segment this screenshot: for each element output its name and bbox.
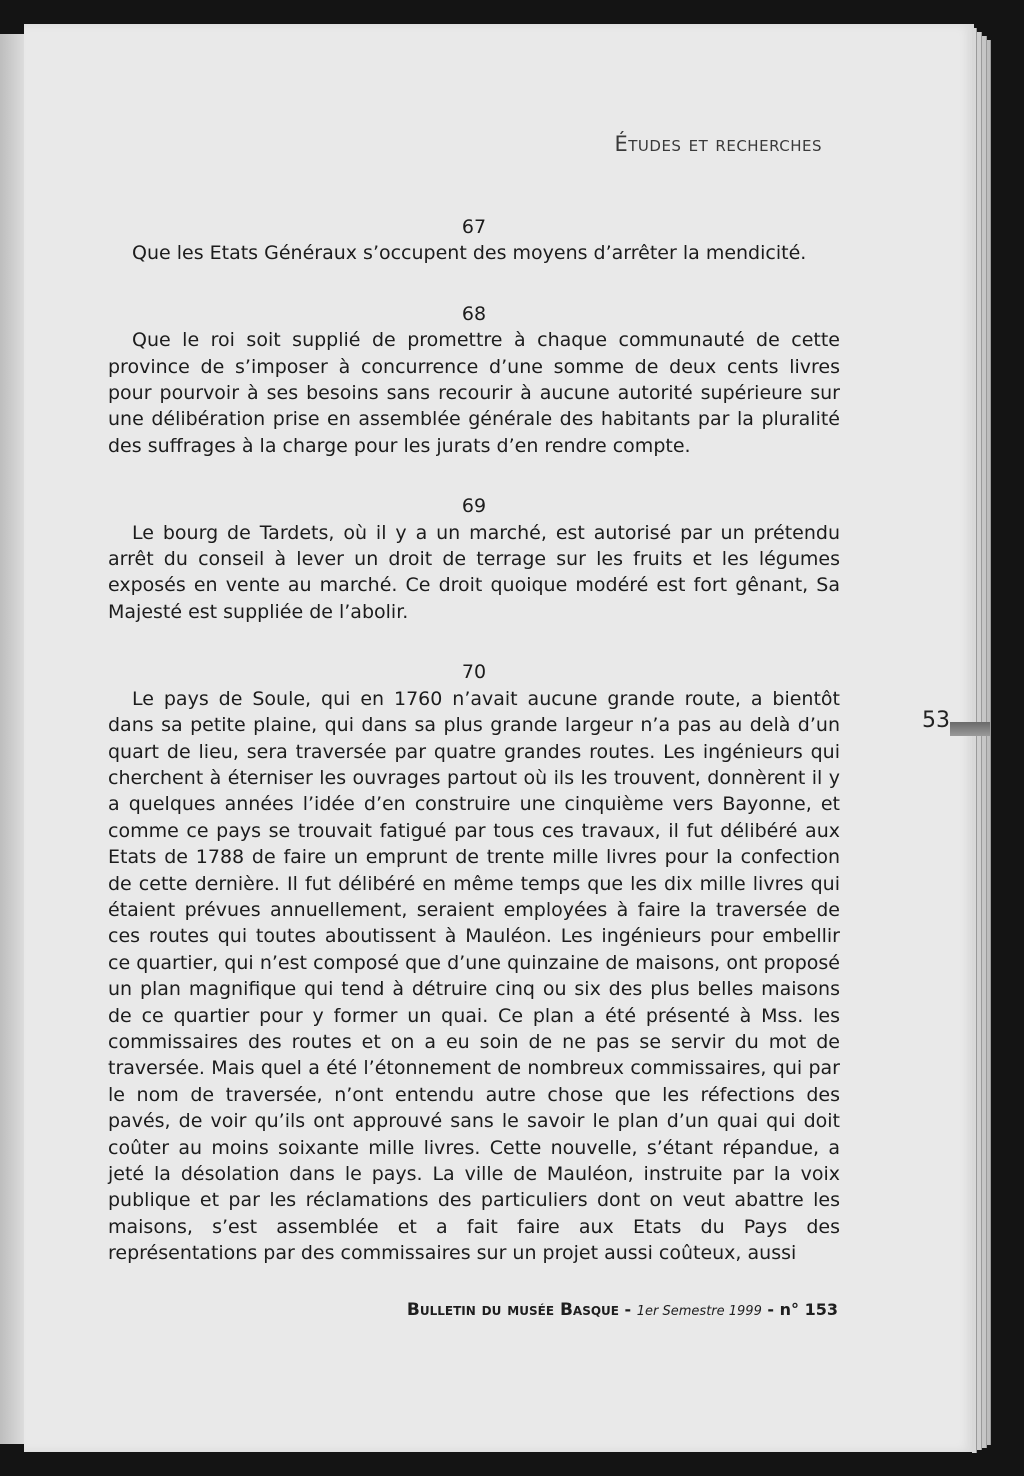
- facing-page-edge: [0, 34, 24, 1444]
- section-number: 69: [461, 495, 487, 518]
- page-stack-edge: [987, 40, 991, 1445]
- side-page-number: 53: [922, 708, 950, 733]
- thumb-tab-marker: [950, 722, 990, 736]
- section-number: 70: [461, 661, 487, 684]
- section-text: Que les Etats Généraux s’occupent des moyens d’arrêter la mendicité.: [132, 242, 807, 265]
- footer-separator: -: [761, 1300, 780, 1319]
- issue-number: n° 153: [779, 1300, 838, 1319]
- section-text: Que le roi soit supplié de promettre à chaque communauté de cette province de s’imposer à concurrence d’une somme de deux cents livres pour pourvoir à ses besoins sans recourir à aucune autorité supérieure sur une délibération prise en assemblée générale des habitants par la pluralité des suffrages à la charge pour les jurats d’en rendre compte.: [108, 329, 840, 457]
- section-text: Le pays de Soule, qui en 1760 n’avait aucune grande route, a bientôt dans sa petite plaine, qui dans sa plus grande largeur n’a pas au delà d’un quart de lieu, sera traversée par quatre grandes routes. Les ingénieurs qui cherchent à éterniser les ouvrages partout où ils les trouvent, donnèrent il y a quelques années l’idée d’en construire une cinquième vers Bayonne, et comme ce pays se trouvait fatigué par tous ces travaux, il fut délibéré aux Etats de 1788 de faire un emprunt de trente mille livres pour la confection de cette dernière. Il fut délibéré en même temps que les dix mille livres qui étaient prévues annuellement, seraient employées à faire la traversée de ces routes qui toutes aboutissent à Mauléon. Les ingénieurs pour embellir ce quartier, qui n’est composé que d’une quinzaine de maisons, ont proposé un plan magnifique qui tend à détruire cinq ou six des plus belles maisons de ce quartier pour y former un quai. Ce plan a été présenté à Mss. les commissaires des routes et on a eu soin de ne pas se servir du mot de traversée. Mais quel a été l’étonnement de nombreux commissaires, qui par le nom de traversée, n’ont entendu autre chose que les réfections des pavés, de voir qu’ils ont approuvé sans le savoir le plan d’un quai qui doit coûter au moins soixante mille livres. Cette nouvelle, s’étant répandue, a jeté la désolation dans le pays. La ville de Mauléon, instruite par la voix publique et par les réclamations des particuliers dont on veut abattre les maisons, s’est assemblée et a fait faire aux Etats du Pays des représentations par des commissaires sur un projet aussi coûteux, aussi: [108, 687, 840, 1265]
- running-header: Études et recherches: [614, 132, 822, 156]
- page-body: [108, 214, 840, 1301]
- footer-separator: -: [618, 1300, 637, 1319]
- section-text: Le bourg de Tardets, où il y a un marché, est autorisé par un prétendu arrêt du conseil à lever un droit de terrage sur les fruits et les légumes exposés en vente au marché. Ce droit quoique modéré est fort gênant, Sa Majesté est suppliée de l’abolir.: [108, 521, 840, 623]
- journal-name: Bulletin du musée Basque: [406, 1300, 619, 1320]
- semester-label: 1er Semestre 1999: [636, 1304, 762, 1319]
- page-footer: [380, 1300, 838, 1320]
- section-number: 68: [461, 302, 487, 325]
- section-number: 67: [461, 216, 487, 238]
